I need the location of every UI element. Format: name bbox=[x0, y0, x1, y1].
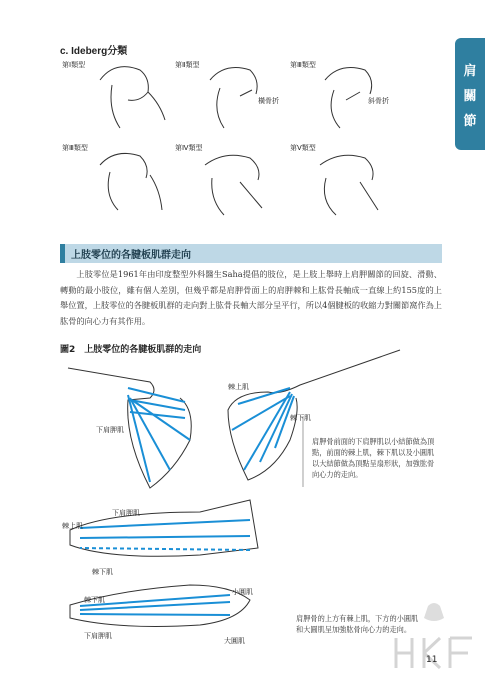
muscle-label: 棘上肌 bbox=[62, 522, 83, 530]
muscle-arrows-back bbox=[232, 388, 294, 470]
publisher-watermark-icon bbox=[388, 598, 480, 678]
muscle-label: 棘下肌 bbox=[84, 596, 105, 604]
muscle-label: 下肩胛肌 bbox=[96, 426, 124, 434]
figure-note-top: 肩胛骨的上方有棘上肌，下方的小圓肌和大圓肌呈加強肱骨向心力的走向。 bbox=[296, 614, 419, 634]
chapter-tab-char: 節 bbox=[463, 113, 477, 129]
type-label: 第Ⅲ類型 bbox=[290, 61, 316, 69]
fracture-label: 斜骨折 bbox=[368, 97, 389, 105]
muscle-label: 棘下肌 bbox=[92, 568, 113, 576]
section-heading-bar bbox=[60, 244, 442, 263]
chapter-tab-char: 肩 bbox=[463, 63, 477, 79]
figure-note-front: 肩胛骨前面的下肩胛肌以小結節做為頂點，前面的棘上肌，棘下肌以及小圓肌以大結節做為頂點呈扇形狀，加強肱骨向心力的走向。 bbox=[312, 437, 435, 479]
type-label: 第Ⅲ類型 bbox=[62, 144, 88, 152]
type-label: 第Ⅳ類型 bbox=[175, 144, 203, 152]
muscle-arrows-front bbox=[128, 388, 190, 482]
section-paragraph: 上肢零位是1961年由印度整型外科醫生Saha提倡的肢位，是上肢上舉時上肩胛關節的回旋、滑動、轉動的最小肢位，雖有個人差別，但幾乎都是肩胛骨面上的肩胛棘和上肱骨長軸成一直線上約155度的上舉位置，上肢零位的各腱板肌群的走向對上肱骨長軸大部分呈平行，所以4個腱板的收縮力對關節窩作為上肱骨的向心力有其作用。 bbox=[60, 269, 442, 326]
section-title: c. Ideberg分類 bbox=[60, 46, 128, 57]
muscle-label: 下肩胛肌 bbox=[112, 509, 140, 517]
scapula-sketch bbox=[100, 153, 162, 210]
scapula-sketch bbox=[205, 155, 262, 215]
muscle-label: 棘下肌 bbox=[290, 414, 311, 422]
scapula-sketch bbox=[210, 68, 257, 128]
page-number: 11 bbox=[426, 655, 438, 665]
muscle-label: 下肩胛肌 bbox=[84, 632, 112, 640]
muscle-label: 棘上肌 bbox=[228, 383, 249, 391]
section-heading: 上肢零位的各腱板肌群走向 bbox=[71, 250, 191, 261]
muscle-label: 大圓肌 bbox=[224, 637, 245, 645]
type-label: 第Ⅴ類型 bbox=[290, 144, 316, 152]
chapter-tab-char: 關 bbox=[463, 88, 477, 104]
figure-title: 圖2 上肢零位的各腱板肌群的走向 bbox=[60, 345, 202, 355]
muscle-label: 小圓肌 bbox=[232, 588, 253, 596]
muscle-arrows-mid bbox=[80, 520, 250, 550]
scapula-sketch bbox=[320, 155, 378, 215]
type-label: 第Ⅰ類型 bbox=[62, 61, 86, 69]
type-label: 第Ⅱ類型 bbox=[175, 61, 200, 69]
fracture-label: 橫骨折 bbox=[258, 97, 279, 105]
scapula-sketch bbox=[325, 68, 372, 128]
scapula-sketch bbox=[100, 67, 165, 128]
